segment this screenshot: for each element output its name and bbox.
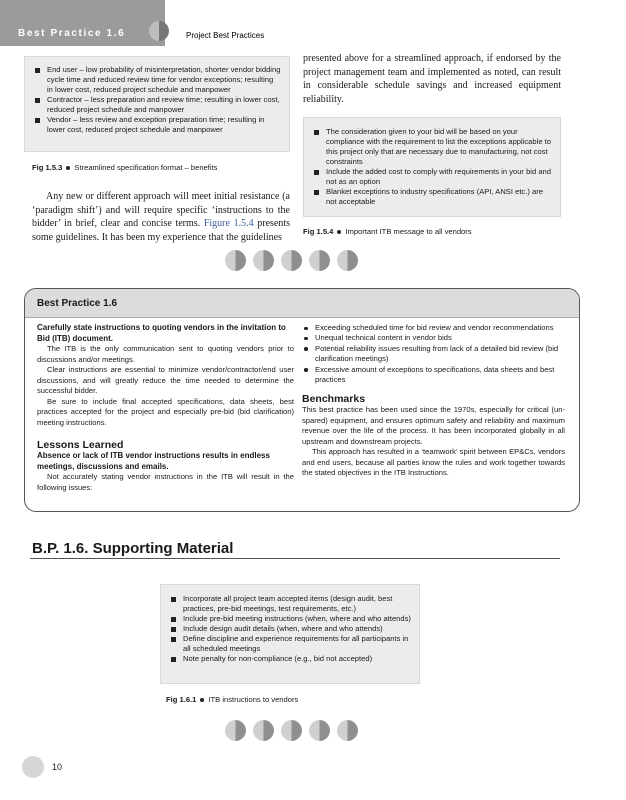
circle-icon bbox=[281, 250, 302, 271]
caption-number: Fig 1.5.3 bbox=[32, 163, 63, 172]
fig-1-5-4-list bbox=[312, 127, 552, 207]
circle-icon bbox=[253, 720, 274, 741]
best-practice-lead: Carefully state instructions to quoting vendors in the invitation to Bid (ITB) document. bbox=[37, 323, 286, 343]
paragraph: Clear instructions are essential to minimize vendor/contractor/end user discussions, and will greatly reduce the time needed to determine the successful bidder. bbox=[37, 365, 294, 395]
lessons-learned-heading: Lessons Learned bbox=[37, 439, 124, 451]
caption-text: ITB instructions to vendors bbox=[208, 695, 299, 704]
caption-text: Streamlined specification format – benefits bbox=[74, 163, 218, 172]
paragraph: This best practice has been used since the 1970s, especially for critical (un-spared) equipment, and ensures optimum safety and reliability and maximum revenue over the life of the process. It has been incorporated globally in all upstream and downstream projects. bbox=[302, 405, 565, 446]
circle-icon bbox=[225, 250, 246, 271]
circle-icon bbox=[337, 250, 358, 271]
best-practice-box bbox=[24, 288, 580, 512]
list-item: Incorporate all project team accepted items (design audit, best practices, pre-bid meetings, test requirements, etc.) bbox=[169, 594, 411, 614]
fig-1-6-1-box bbox=[160, 584, 420, 684]
body-text: Any new or different approach will meet initial resistance (a ‘paradigm shift’) and will require specific ‘instructions to the bidder’ in brief, clear and concise terms. bbox=[32, 191, 290, 229]
figure-link[interactable]: Figure 1.5.4 bbox=[203, 218, 254, 229]
body-text-left bbox=[32, 190, 290, 244]
fig-1-5-3-box bbox=[24, 56, 290, 152]
paragraph: The ITB is the only communication sent to quoting vendors prior to discussions and/or meetings. bbox=[37, 344, 294, 364]
decorative-circles bbox=[225, 250, 358, 271]
fig-1-6-1-list bbox=[169, 594, 411, 664]
best-practice-right-column bbox=[302, 323, 565, 479]
benchmarks-heading: Benchmarks bbox=[302, 393, 366, 406]
section-title: B.P. 1.6. Supporting Material bbox=[32, 540, 234, 557]
circle-icon bbox=[281, 720, 302, 741]
list-item: End user – low probability of misinterpretation, shorter vendor bidding cycle time and reduced review time for vendor exceptions; resulting in lower cost, reduced project schedule and manpower bbox=[33, 65, 281, 95]
lessons-learned-lead: Absence or lack of ITB vendor instructions results in endless meetings, discussions and emails. bbox=[37, 451, 270, 471]
caption-number: Fig 1.5.4 bbox=[303, 227, 334, 236]
decorative-circles bbox=[225, 720, 358, 741]
section-divider bbox=[30, 558, 560, 559]
list-item: Vendor – less review and exception preparation time; resulting in lower cost, reduced project schedule and manpower bbox=[33, 115, 281, 135]
fig-1-5-4-box bbox=[303, 117, 561, 217]
list-item: Potential reliability issues resulting from lack of a detailed bid review (bid clarification meetings) bbox=[302, 344, 565, 365]
list-item: The consideration given to your bid will be based on your compliance with the requirement to list the exceptions applicable to this project only that are necessary due to manufacturing, not cost constraints bbox=[312, 127, 552, 167]
caption-number: Fig 1.6.1 bbox=[166, 695, 197, 704]
running-head-subtitle: Project Best Practices bbox=[186, 31, 265, 40]
running-head-title: Best Practice 1.6 bbox=[18, 28, 126, 39]
best-practice-heading: Best Practice 1.6 bbox=[37, 298, 118, 309]
list-item: Unequal technical content in vendor bids bbox=[302, 333, 565, 343]
fig-1-5-3-caption bbox=[32, 163, 217, 172]
list-item: Include pre-bid meeting instructions (when, where and who attends) bbox=[169, 614, 411, 624]
paragraph: Be sure to include final accepted specifications, data sheets, best practices accepted for the project and especially pre-bid (bid clarification) meeting instructions. bbox=[37, 396, 294, 427]
list-item: Include the added cost to comply with requirements in your bid and not as an option bbox=[312, 167, 552, 187]
paragraph: This approach has resulted in a ‘teamwork’ spirit between EP&Cs, vendors and end users, because all parties know the rules and work together towards the stated objectives in the ITB Instructions. bbox=[302, 447, 565, 478]
list-item: Blanket exceptions to industry specifications (API, ANSI etc.) are not acceptable bbox=[312, 187, 552, 207]
circle-icon bbox=[337, 720, 358, 741]
list-item: Contractor – less preparation and review time; resulting in lower cost, reduced project schedule and manpower bbox=[33, 95, 281, 115]
list-item: Exceeding scheduled time for bid review and vendor recommendations bbox=[302, 323, 565, 333]
page-number-circle bbox=[22, 756, 44, 778]
best-practice-header bbox=[25, 289, 579, 318]
issues-list bbox=[302, 323, 565, 385]
list-item: Excessive amount of exceptions to specifications, data sheets and best practices bbox=[302, 365, 565, 386]
list-item: Include design audit details (when, where and who attends) bbox=[169, 624, 411, 634]
best-practice-left-column bbox=[37, 323, 294, 493]
circle-icon bbox=[225, 720, 246, 741]
fig-1-5-4-caption bbox=[303, 227, 472, 236]
circle-icon bbox=[309, 720, 330, 741]
list-item: Define discipline and experience requirements for all participants in all scheduled meetings bbox=[169, 634, 411, 654]
header-circle-icon bbox=[149, 21, 169, 41]
fig-1-5-3-list bbox=[33, 65, 281, 135]
list-item: Note penalty for non-compliance (e.g., bid not accepted) bbox=[169, 654, 411, 664]
circle-icon bbox=[253, 250, 274, 271]
body-text: presented above for a streamlined approach, if endorsed by the project management team and implemented as noted, can result in considerable schedule savings and increased equipment reliability. bbox=[303, 53, 561, 105]
paragraph: Not accurately stating vendor instructions in the ITB will result in the following issues: bbox=[37, 472, 294, 492]
header-band bbox=[0, 0, 165, 46]
body-text: presents some guidelines. It has been my experience that the guidelines bbox=[32, 218, 291, 243]
circle-icon bbox=[309, 250, 330, 271]
body-text-right bbox=[303, 52, 561, 106]
caption-text: Important ITB message to all vendors bbox=[345, 227, 472, 236]
page-number: 10 bbox=[52, 762, 63, 772]
fig-1-6-1-caption bbox=[166, 695, 298, 704]
